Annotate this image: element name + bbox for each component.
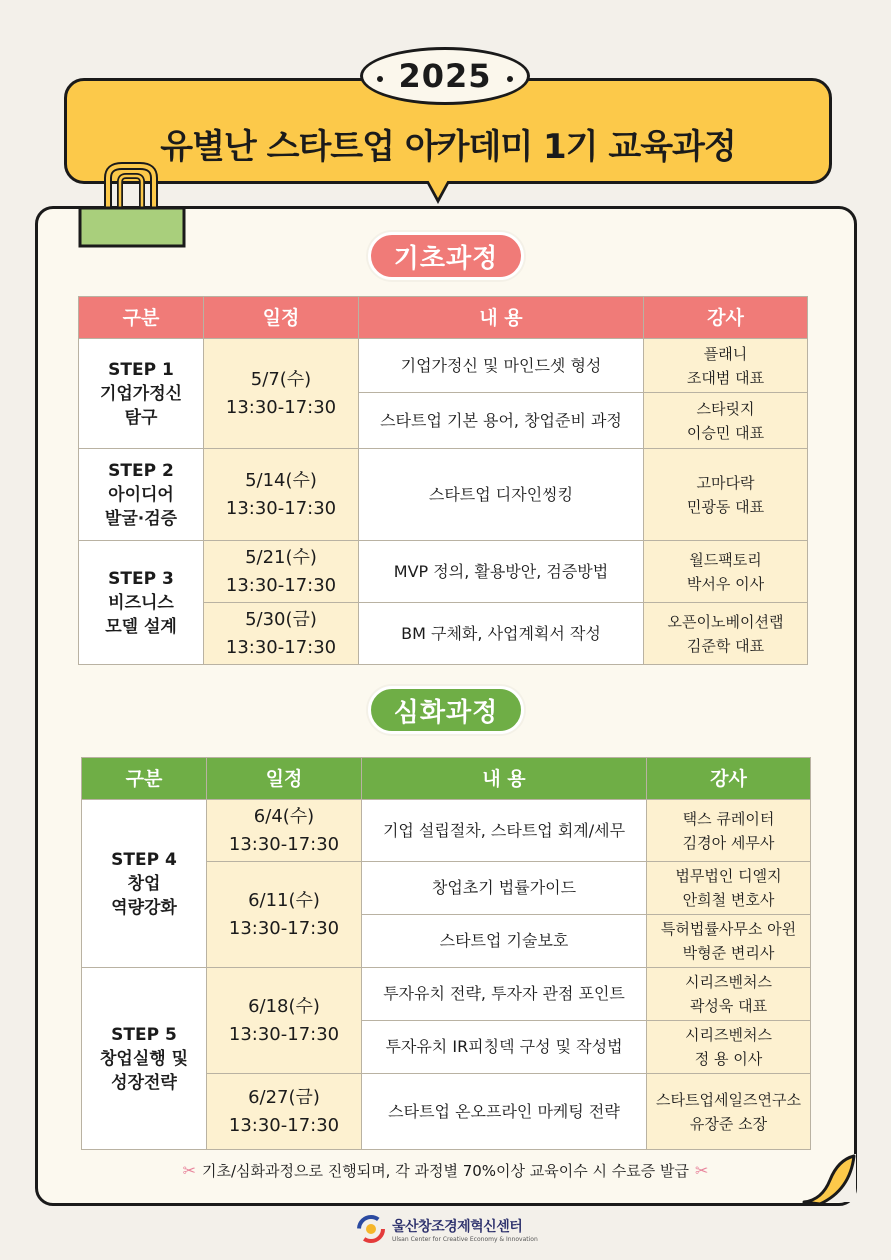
instructor-org: 스타트업세일즈연구소: [656, 1090, 801, 1109]
time: 13:30-17:30: [228, 1114, 340, 1136]
instructor-org: 오픈이노베이션랩: [667, 612, 784, 631]
step-number: STEP 5: [111, 1024, 177, 1045]
instructor-name: 정 용 이사: [694, 1050, 763, 1068]
schedule-cell: [204, 603, 359, 665]
step-number: STEP 1: [108, 359, 174, 380]
col-instructor: 강사: [647, 758, 811, 800]
date: 5/7(수): [250, 368, 312, 390]
instructor-org: 스타릿지: [696, 399, 755, 418]
instructor-org: 특허법률사무소 아윈: [660, 920, 797, 938]
content-cell: 기업가정신 및 마인드셋 형성: [359, 339, 644, 393]
time: 13:30-17:30: [225, 574, 337, 596]
table-row: [79, 449, 808, 541]
instructor-name: 박서우 이사: [686, 574, 765, 593]
advanced-course-table: [81, 757, 811, 1150]
step-title: 기업가정신: [99, 383, 183, 404]
step-title: 탐구: [124, 407, 158, 428]
instructor-cell: [647, 862, 811, 915]
binder-clip-icon: [78, 160, 188, 250]
content-cell: 스타트업 기술보호: [362, 915, 647, 968]
instructor-cell: [647, 1074, 811, 1150]
date: 6/18(수): [248, 995, 320, 1017]
completion-note-text: 기초/심화과정으로 진행되며, 각 과정별 70%이상 교육이수 시 수료증 발급: [201, 1162, 690, 1180]
step-title: 비즈니스: [108, 592, 174, 613]
col-schedule: 일정: [207, 758, 362, 800]
schedule-cell: [207, 800, 362, 862]
basic-course-table: [78, 296, 808, 665]
col-schedule: 일정: [204, 297, 359, 339]
schedule-cell: [204, 339, 359, 449]
content-cell: MVP 정의, 활용방안, 검증방법: [359, 541, 644, 603]
basic-course-label: [368, 232, 524, 280]
instructor-org: 고마다락: [696, 473, 755, 492]
instructor-name: 안희철 변호사: [682, 891, 775, 909]
content-cell: 투자유치 IR피칭덱 구성 및 작성법: [362, 1021, 647, 1074]
instructor-name: 유장준 소장: [689, 1114, 768, 1133]
instructor-org: 월드팩토리: [689, 550, 762, 569]
content-cell: 기업 설립절차, 스타트업 회계/세무: [362, 800, 647, 862]
instructor-name: 이승민 대표: [686, 423, 765, 442]
logo-name: 울산창조경제혁신센터: [392, 1218, 523, 1235]
instructor-name: 김준학 대표: [686, 636, 765, 655]
instructor-name: 박형준 변리사: [682, 944, 775, 962]
speech-tail-fill: [427, 178, 449, 198]
instructor-cell: [644, 541, 808, 603]
schedule-cell: [204, 541, 359, 603]
step-title: 역량강화: [111, 897, 177, 918]
schedule-cell: [207, 968, 362, 1074]
content-cell: 스타트업 온오프라인 마케팅 전략: [362, 1074, 647, 1150]
instructor-org: 시리즈벤처스: [685, 973, 772, 991]
content-cell: 창업초기 법률가이드: [362, 862, 647, 915]
logo-subtitle: Ulsan Center for Creative Economy & Innovation: [392, 1235, 538, 1243]
date: 6/27(금): [248, 1086, 320, 1108]
step-cell: [82, 968, 207, 1150]
step-title: 창업실행 및: [99, 1048, 189, 1069]
time: 13:30-17:30: [228, 833, 340, 855]
col-content: 내 용: [362, 758, 647, 800]
dot-icon: [507, 76, 513, 82]
page-title: 유별난 스타트업 아카데미 1기 교육과정: [160, 127, 736, 167]
schedule-cell: [204, 449, 359, 541]
step-cell: [82, 800, 207, 968]
col-category: 구분: [79, 297, 204, 339]
ribbon-icon: ✂︎: [182, 1161, 196, 1180]
organizer-logo: [356, 1214, 538, 1244]
date: 5/30(금): [245, 608, 317, 630]
time: 13:30-17:30: [228, 917, 340, 939]
schedule-cell: [207, 1074, 362, 1150]
col-category: 구분: [82, 758, 207, 800]
instructor-name: 조대범 대표: [686, 368, 765, 387]
instructor-name: 곽성욱 대표: [689, 997, 768, 1015]
instructor-cell: [647, 968, 811, 1021]
table-header-row: [82, 758, 811, 800]
instructor-cell: [647, 800, 811, 862]
date: 6/4(수): [253, 805, 315, 827]
content-cell: 스타트업 기본 용어, 창업준비 과정: [359, 393, 644, 449]
instructor-cell: [644, 339, 808, 393]
instructor-org: 택스 큐레이터: [682, 809, 775, 828]
step-number: STEP 4: [111, 849, 177, 870]
content-cell: 스타트업 디자인씽킹: [359, 449, 644, 541]
schedule-cell: [207, 862, 362, 968]
instructor-name: 민광동 대표: [686, 497, 765, 516]
instructor-cell: [644, 393, 808, 449]
instructor-org: 시리즈벤처스: [685, 1026, 772, 1044]
time: 13:30-17:30: [225, 396, 337, 418]
table-row: [82, 968, 811, 1021]
step-cell: [79, 339, 204, 449]
basic-course-text: 기초과정: [393, 243, 499, 274]
date: 5/21(수): [245, 546, 317, 568]
page-fold-icon: [800, 1150, 860, 1206]
dot-icon: [377, 76, 383, 82]
step-title: 성장전략: [111, 1072, 177, 1093]
ribbon-icon: ✂︎: [695, 1161, 709, 1180]
date: 6/11(수): [248, 889, 320, 911]
year-text: 2025: [398, 57, 492, 95]
advanced-course-label: [368, 686, 524, 734]
instructor-org: 법무법인 디엘지: [675, 867, 782, 885]
table-row: [82, 800, 811, 862]
step-number: STEP 3: [108, 568, 174, 589]
content-cell: 투자유치 전략, 투자자 관점 포인트: [362, 968, 647, 1021]
step-title: 모델 설계: [105, 616, 177, 637]
instructor-name: 김경아 세무사: [682, 833, 775, 852]
date: 5/14(수): [245, 469, 317, 491]
step-number: STEP 2: [108, 460, 174, 481]
step-cell: [79, 541, 204, 665]
col-instructor: 강사: [644, 297, 808, 339]
table-row: [79, 339, 808, 393]
instructor-cell: [647, 1021, 811, 1074]
completion-note: [0, 1160, 891, 1181]
step-title: 발굴·검증: [104, 508, 178, 529]
instructor-cell: [644, 449, 808, 541]
step-title: 창업: [127, 873, 161, 894]
table-row: [79, 541, 808, 603]
instructor-org: 플래니: [703, 344, 748, 363]
table-header-row: [79, 297, 808, 339]
advanced-course-text: 심화과정: [393, 697, 499, 728]
content-cell: BM 구체화, 사업계획서 작성: [359, 603, 644, 665]
step-title: 아이디어: [108, 484, 174, 505]
step-cell: [79, 449, 204, 541]
time: 13:30-17:30: [225, 497, 337, 519]
year-badge: [360, 47, 530, 105]
col-content: 내 용: [359, 297, 644, 339]
time: 13:30-17:30: [225, 636, 337, 658]
logo-emblem-icon: [356, 1214, 386, 1244]
instructor-cell: [644, 603, 808, 665]
time: 13:30-17:30: [228, 1023, 340, 1045]
instructor-cell: [647, 915, 811, 968]
